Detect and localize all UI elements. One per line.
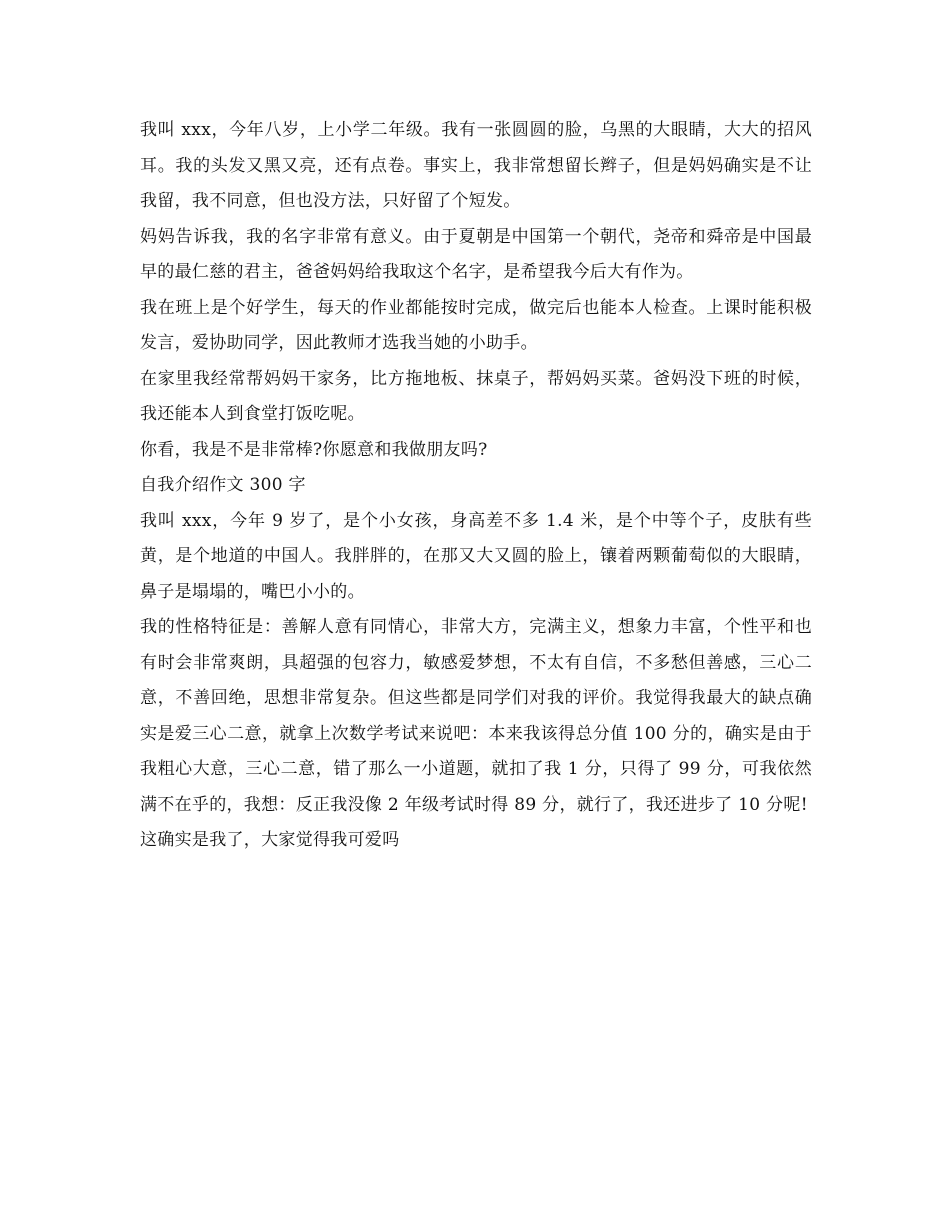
paragraph-personality: 我的性格特征是：善解人意有同情心，非常大方，完满主义，想象力丰富，个性平和也有时会非常爽朗，具超强的包容力，敏感爱梦想，不太有自信，不多愁但善感，三心二意，不善回绝，思想非常复杂。但这些都是同学们对我的评价。我觉得我最大的缺点确实是爱三心二意，就拿上次数学考试来说吧：本来我该得总分值 100 分的，确实是由于我粗心大意，三心二意，错了那么一小道题，就扣了我 1 分，只得了 99 分，可我依然满不在乎的，我想：反正我没像 2 年级考试时得 89 分，就行了，我还进步了 10 分呢!: [140, 617, 812, 815]
document-body: [140, 113, 812, 859]
paragraph-appearance: 我叫 xxx，今年 9 岁了，是个小女孩，身高差不多 1.4 米，是个中等个子，皮肤有些黄，是个地道的中国人。我胖胖的，在那又大又圆的脸上，镶着两颗葡萄似的大眼睛，鼻子是塌塌的，嘴巴小小的。: [140, 510, 812, 602]
paragraph-name-meaning: 妈妈告诉我，我的名字非常有意义。由于夏朝是中国第一个朝代，尧帝和舜帝是中国最早的最仁慈的君主，爸爸妈妈给我取这个名字，是希望我今后大有作为。: [140, 226, 812, 282]
paragraph-question: 你看，我是不是非常棒?你愿意和我做朋友吗?: [140, 439, 488, 460]
paragraph-home: 在家里我经常帮妈妈干家务，比方拖地板、抹桌子，帮妈妈买菜。爸妈没下班的时候，我还能本人到食堂打饭吃呢。: [140, 368, 812, 424]
paragraph-closing: 这确实是我了，大家觉得我可爱吗: [140, 830, 400, 850]
section-heading: 自我介绍作文 300 字: [140, 475, 306, 495]
paragraph-self-intro: 我叫 xxx，今年八岁，上小学二年级。我有一张圆圆的脸，乌黑的大眼睛，大大的招风耳。我的头发又黑又亮，还有点卷。事实上，我非常想留长辫子，但是妈妈确实是不让我留，我不同意，但也没方法，只好留了个短发。: [140, 120, 812, 211]
paragraph-school: 我在班上是个好学生，每天的作业都能按时完成，做完后也能本人检查。上课时能积极发言，爱协助同学，因此教师才选我当她的小助手。: [140, 297, 812, 353]
